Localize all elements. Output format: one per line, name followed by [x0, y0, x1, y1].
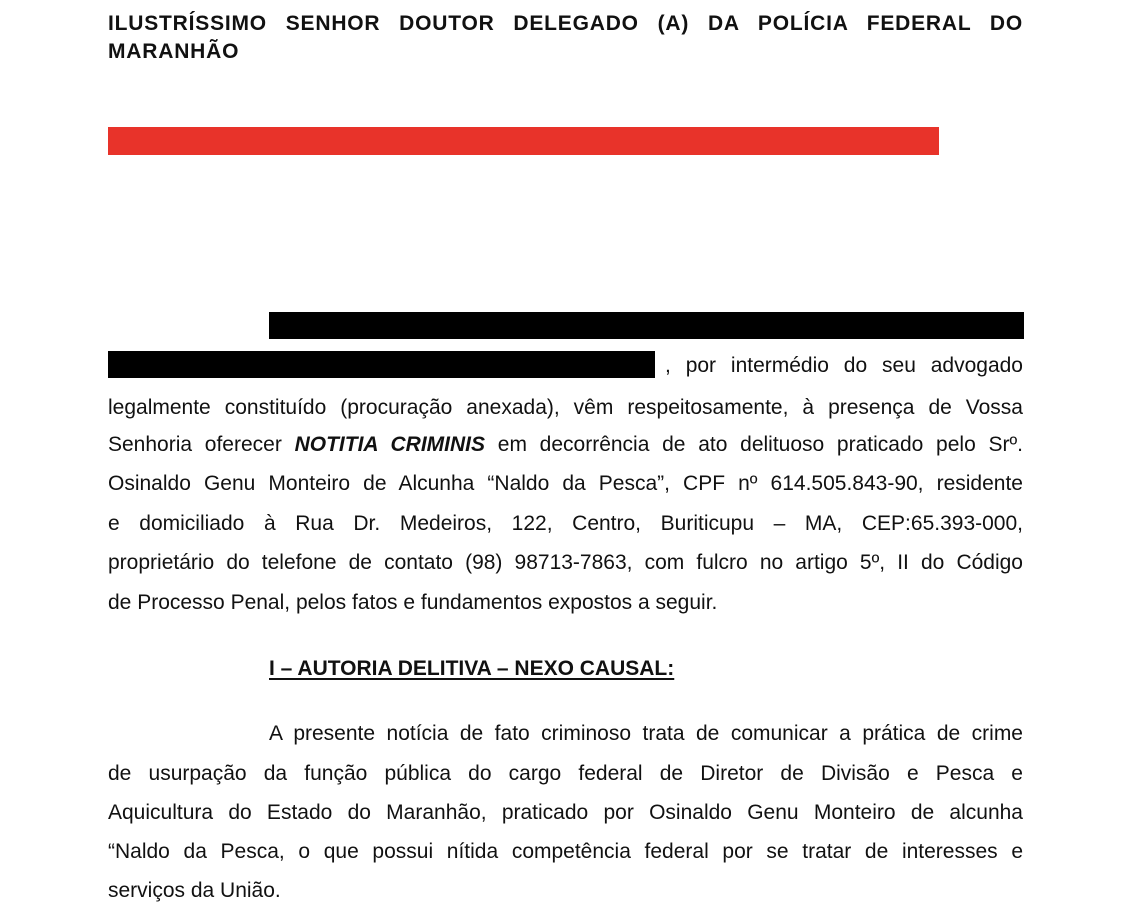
paragraph2-line3: Aquicultura do Estado do Maranhão, praticado por Osinaldo Genu Monteiro de alcunha: [108, 801, 1023, 824]
paragraph1-line3-before: Senhoria oferecer: [108, 433, 295, 456]
notitia-criminis-emphasis: NOTITIA CRIMINIS: [294, 433, 486, 456]
paragraph1-line3: [108, 425, 1023, 464]
paragraph2-line5: serviços da União.: [108, 879, 281, 902]
paragraph2-line2: de usurpação da função pública do cargo federal de Diretor de Divisão e Pesca e: [108, 762, 1023, 785]
redaction-bar-red: [108, 127, 939, 155]
document-heading: ILUSTRÍSSIMO SENHOR DOUTOR DELEGADO (A) DA POLÍCIA FEDERAL DO MARANHÃO: [108, 12, 1023, 63]
paragraph1-line7: de Processo Penal, pelos fatos e fundamentos expostos a seguir.: [108, 591, 718, 614]
redaction-bar-black-name: [108, 351, 655, 378]
paragraph1-line5: e domiciliado à Rua Dr. Medeiros, 122, Centro, Buriticupu – MA, CEP:65.393-000,: [108, 512, 1023, 535]
paragraph1-line2: legalmente constituído (procuração anexada), vêm respeitosamente, à presença de Vossa: [108, 396, 1023, 419]
section-title: I – AUTORIA DELITIVA – NEXO CAUSAL:: [269, 657, 675, 680]
paragraph2-line4: “Naldo da Pesca, o que possui nítida competência federal por se tratar de interesses e: [108, 840, 1023, 863]
paragraph1-line3-after: em decorrência de ato delituoso praticado pelo Srº.: [485, 433, 1023, 456]
redaction-bar-black-top: [269, 312, 1024, 339]
paragraph1-line1: , por intermédio do seu advogado: [665, 354, 1023, 377]
paragraph2-line1: A presente notícia de fato criminoso trata de comunicar a prática de crime: [269, 722, 1023, 745]
paragraph1-line6: proprietário do telefone de contato (98) 98713-7863, com fulcro no artigo 5º, II do Código: [108, 551, 1023, 574]
paragraph1-line4: Osinaldo Genu Monteiro de Alcunha “Naldo da Pesca”, CPF nº 614.505.843-90, residente: [108, 472, 1023, 495]
